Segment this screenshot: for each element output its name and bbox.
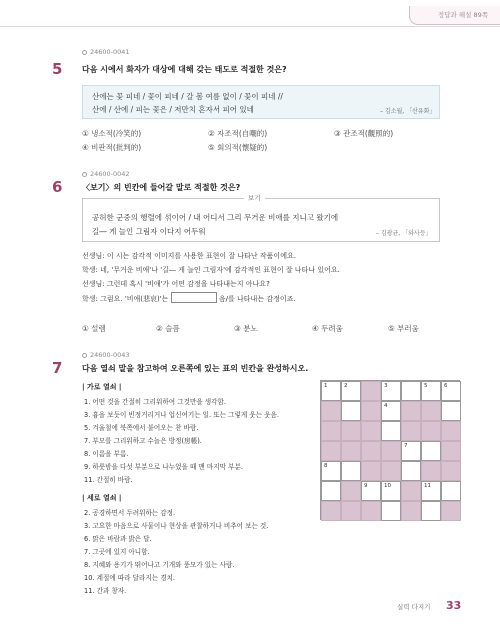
grid-cell-blocked	[341, 421, 361, 441]
grid-cell-blocked	[381, 461, 401, 481]
q7-number: 7	[52, 359, 63, 377]
q5-option-3[interactable]: ③ 관조적(觀照的)	[334, 129, 394, 138]
grid-cell-blocked	[321, 421, 341, 441]
q7-question: 다음 열쇠 말을 참고하여 오른쪽에 있는 표의 빈칸을 완성하시오.	[82, 364, 309, 373]
grid-cell-blocked	[361, 441, 381, 461]
grid-cell[interactable]: 6	[441, 381, 461, 401]
crossword-grid	[320, 380, 460, 520]
grid-cell[interactable]: 1	[321, 381, 341, 401]
grid-cell-blocked	[361, 421, 381, 441]
grid-cell-blocked	[401, 401, 421, 421]
grid-cell[interactable]: 8	[321, 461, 341, 481]
q5-poem-line-1: 산에는 꽃 피네 / 꽃이 피네 / 갈 봄 여름 없이 / 꽃이 피네 //	[92, 92, 283, 101]
dialog-line-3: 선생님: 그런데 혹시 '비애'가 어떤 감정을 나타내는지 아나요?	[82, 280, 270, 288]
down-clues-title: | 세로 열쇠 |	[82, 494, 122, 502]
grid-cell[interactable]	[401, 381, 421, 401]
grid-cell[interactable]: 11	[421, 481, 441, 501]
across-clue-8: 8. 이름을 부름.	[84, 450, 129, 458]
grid-cell[interactable]: 5	[421, 381, 441, 401]
down-clue-3: 3. 고요한 마음으로 사물이나 현상을 관찰하거나 비추어 보는 것.	[84, 522, 269, 530]
grid-cell[interactable]	[321, 481, 341, 501]
grid-cell[interactable]: 2	[341, 381, 361, 401]
q6-option-4[interactable]: ④ 두려움	[312, 324, 343, 333]
grid-cell[interactable]	[401, 461, 421, 481]
q6-code: 24600-0042	[82, 170, 130, 178]
footer-section-label: 실력 다지기	[397, 603, 431, 611]
grid-cell[interactable]: 9	[361, 481, 381, 501]
grid-cell[interactable]	[421, 441, 441, 461]
grid-cell-blocked	[421, 461, 441, 481]
grid-cell[interactable]: 7	[401, 441, 421, 461]
grid-cell-blocked	[321, 401, 341, 421]
q5-question: 다음 시에서 화자가 대상에 대해 갖는 태도로 적절한 것은?	[82, 65, 287, 74]
q6-question: 〈보기〉의 빈칸에 들어갈 말로 적절한 것은?	[82, 183, 241, 192]
grid-cell[interactable]	[341, 461, 361, 481]
grid-cell-blocked	[421, 421, 441, 441]
grid-cell-blocked	[381, 441, 401, 461]
dialog-line-1: 선생님: 이 시는 감각적 이미지를 사용한 표현이 잘 나타난 작품이에요.	[82, 252, 296, 260]
grid-cell[interactable]: 4	[381, 401, 401, 421]
q5-poem-line-2: 산에 / 산에 / 피는 꽃은 / 저만치 혼자서 피어 있네	[92, 105, 254, 114]
q5-option-2[interactable]: ② 자조적(自嘲的)	[208, 129, 268, 138]
across-clue-3: 3. 흉을 보듯이 빈정거리거나 업신여기는 일. 또는 그렇게 웃는 웃음.	[84, 411, 279, 419]
q5-option-5[interactable]: ⑤ 회의적(懷疑的)	[208, 143, 268, 152]
across-clue-1: 1. 어떤 것을 간절히 그리워하여 그것만을 생각함.	[84, 398, 226, 406]
grid-cell[interactable]	[441, 401, 461, 421]
grid-cell-blocked	[341, 441, 361, 461]
across-clues-title: | 가로 열쇠 |	[82, 383, 122, 391]
q6-option-3[interactable]: ③ 분노	[234, 324, 258, 333]
grid-cell-blocked	[401, 481, 421, 501]
down-clue-8: 8. 지혜와 용기가 뛰어나고 기개와 풍모가 있는 사람.	[84, 561, 235, 569]
bogi-label: 보기	[244, 193, 265, 202]
grid-cell[interactable]	[381, 501, 401, 521]
q6-number: 6	[52, 178, 63, 196]
dialog-line-4: 학생: 그럼요. '비애(悲哀)'는 음/를 나타내는 감정이죠.	[82, 292, 296, 304]
grid-cell-blocked	[321, 441, 341, 461]
grid-cell-blocked	[361, 461, 381, 481]
header-divider	[0, 26, 500, 27]
q7-code: 24600-0043	[82, 351, 130, 359]
across-clue-11: 11. 간절히 바람.	[84, 476, 133, 484]
grid-cell-blocked	[421, 401, 441, 421]
q5-option-4[interactable]: ④ 비판적(批判的)	[82, 143, 142, 152]
grid-cell-blocked	[341, 501, 361, 521]
q5-source: – 김소월, 「산유화」	[380, 108, 436, 115]
grid-cell-blocked	[401, 421, 421, 441]
q5-code: 24600-0041	[82, 48, 130, 56]
grid-cell-blocked	[441, 461, 461, 481]
down-clue-10: 10. 계절에 따라 달라지는 경치.	[84, 574, 176, 582]
across-clue-7: 7. 부모를 그리워하고 수놀은 방정(房帳).	[84, 437, 202, 445]
grid-cell-blocked	[441, 441, 461, 461]
q6-option-1[interactable]: ① 설렘	[82, 324, 106, 333]
grid-cell[interactable]	[421, 501, 441, 521]
grid-cell-blocked	[441, 501, 461, 521]
answer-blank[interactable]	[171, 292, 217, 303]
grid-cell-blocked	[361, 381, 381, 401]
grid-cell-blocked	[361, 401, 381, 421]
down-clue-6: 6. 맑은 바람과 밝은 달.	[84, 535, 152, 543]
q6-poem-line-2: 길― 게 늘인 그림자 이다지 어두워	[92, 227, 206, 236]
grid-cell[interactable]	[341, 401, 361, 421]
across-clue-9: 9. 하룻밤을 다섯 부분으로 나누었을 때 맨 마지막 부분.	[84, 463, 243, 471]
q6-poem-line-1: 공허한 군중의 행렬에 섞이어 / 내 어디서 그리 무거운 비애를 지니고 왔기에	[92, 213, 339, 222]
grid-cell[interactable]	[381, 421, 401, 441]
grid-cell[interactable]: 10	[381, 481, 401, 501]
q5-option-1[interactable]: ① 냉소적(冷笑的)	[82, 129, 142, 138]
across-clue-5: 5. 겨울철에 북쪽에서 불어오는 찬 바람.	[84, 424, 199, 432]
dialog-line-2: 학생: 네, '무거운 비애'나 '길― 게 늘인 그림자'에 감각적인 표현이 잘 나타나 있어요.	[82, 266, 340, 274]
grid-cell-blocked	[441, 421, 461, 441]
down-clue-2: 2. 공경하면서 두려워하는 감정.	[84, 509, 176, 517]
page-number: 33	[446, 599, 462, 612]
q6-option-5[interactable]: ⑤ 부러움	[388, 324, 419, 333]
down-clue-7: 7. 그곳에 있지 아니함.	[84, 548, 150, 556]
grid-cell-blocked	[341, 481, 361, 501]
grid-cell-blocked	[361, 501, 381, 521]
grid-cell[interactable]	[441, 481, 461, 501]
q5-number: 5	[52, 60, 63, 78]
down-clue-11: 11. 간과 창자.	[84, 587, 127, 595]
grid-cell-blocked	[321, 501, 341, 521]
answer-reference: 정답과 해설 89쪽	[437, 11, 488, 19]
q6-source: – 김광균, 「와사등」	[376, 230, 432, 237]
grid-cell[interactable]: 3	[381, 381, 401, 401]
grid-cell-blocked	[401, 501, 421, 521]
q6-option-2[interactable]: ② 슬픔	[156, 324, 180, 333]
